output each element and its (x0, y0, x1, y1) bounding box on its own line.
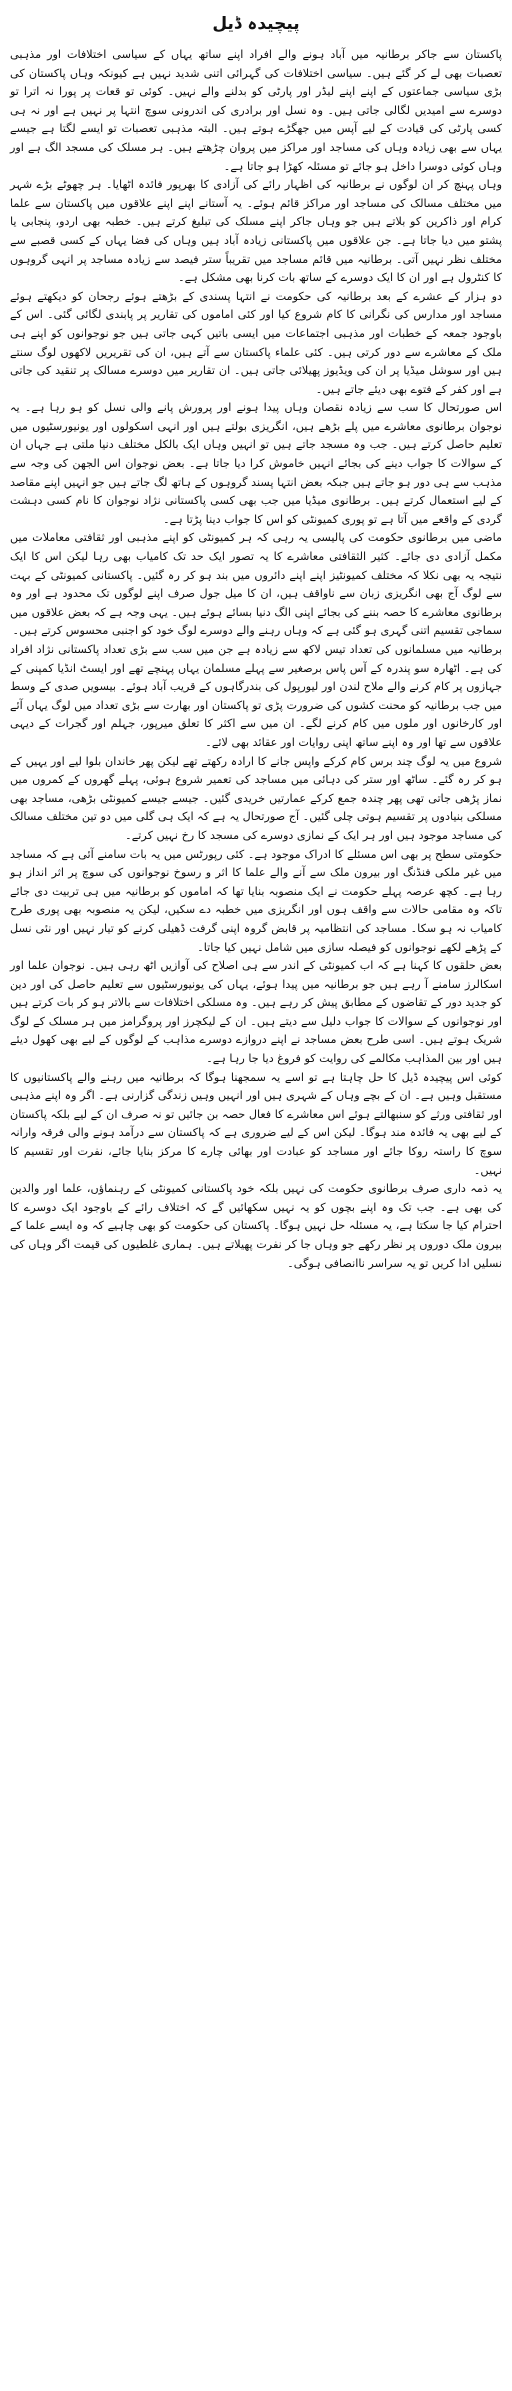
article-paragraph: یہ ذمہ داری صرف برطانوی حکومت کی نہیں بلکہ خود پاکستانی کمیونٹی کے رہنماؤں، علما اور والدین کی بھی ہے۔ جب تک وہ اپنے بچوں کو یہ نہیں سکھائیں گے کہ اختلاف رائے کے باوجود ایک دوسرے کا احترام کیا جا سکتا ہے، یہ مسئلہ حل نہیں ہوگا۔ پاکستان کی حکومت کو بھی چاہیے کہ وہ ایسے علما کے بیرون ملک دوروں پر نظر رکھے جو وہاں جا کر نفرت پھیلاتے ہیں۔ ہماری غلطیوں کی قیمت اگر وہاں کی نسلیں ادا کریں تو یہ سراسر ناانصافی ہوگی۔ (10, 1182, 502, 1270)
article-paragraph: حکومتی سطح پر بھی اس مسئلے کا ادراک موجود ہے۔ کئی رپورٹس میں یہ بات سامنے آئی ہے کہ مساجد میں غیر ملکی فنڈنگ اور بیرون ملک سے آنے والے علما کا اثر و رسوخ نوجوانوں کی سوچ پر اثر انداز ہو رہا ہے۔ کچھ عرصہ پہلے حکومت نے ایک منصوبہ بنایا تھا کہ اماموں کو برطانیہ میں ہی تربیت دی جائے تاکہ وہ مقامی حالات سے واقف ہوں اور انگریزی میں خطبہ دے سکیں، لیکن یہ منصوبہ بھی پوری طرح کامیاب نہ ہو سکا۔ مساجد کی انتظامیہ پر قابض گروہ اپنی گرفت ڈھیلی کرنے کو تیار نہیں اور نئی نسل کے پڑھے لکھے نوجوانوں کو فیصلہ سازی میں شامل نہیں کیا جاتا۔ (10, 847, 502, 954)
article-paragraph: وہاں پہنچ کر ان لوگوں نے برطانیہ کی اظہار رائے کی آزادی کا بھرپور فائدہ اٹھایا۔ ہر چھوٹے بڑے شہر میں مختلف مسالک کی مساجد اور مراکز قائم ہوئے۔ یہ آستانے اپنے اپنے علاقوں میں پاکستان سے علما کرام اور ذاکرین کو بلاتے ہیں جو وہاں جاکر اپنے مسلک کی تبلیغ کرتے ہیں۔ خطبہ بھی اردو، پنجابی یا پشتو میں دیا جاتا ہے۔ جن علاقوں میں پاکستانی زیادہ آباد ہیں وہاں کی فضا یہاں کے کسی قصبے سے مختلف نظر نہیں آتی۔ برطانیہ میں قائم مساجد میں تقریباً ستر فیصد سے زیادہ مساجد پر انہی گروہوں کا کنٹرول ہے اور ان کا ایک دوسرے کے ساتھ بات کرنا بھی مشکل ہے۔ (10, 178, 502, 285)
article-paragraph: کوئی اس پیچیدہ ڈیل کا حل چاہتا ہے تو اسے یہ سمجھنا ہوگا کہ برطانیہ میں رہنے والے پاکستانیوں کا مستقبل وہیں ہے۔ ان کے بچے وہاں کے شہری ہیں اور انہیں وہیں زندگی گزارنی ہے۔ اگر وہ اپنے مذہبی اور ثقافتی ورثے کو سنبھالتے ہوئے اس معاشرے کا فعال حصہ بن جائیں تو نہ صرف ان کے لیے بلکہ پاکستان کے لیے بھی یہ فائدہ مند ہوگا۔ لیکن اس کے لیے ضروری ہے کہ پاکستان سے درآمد ہونے والی فرقہ وارانہ سوچ کا راستہ روکا جائے اور مساجد کو عبادت اور بھائی چارے کا مرکز بنایا جائے، نفرت اور تقسیم کا نہیں۔ (10, 1070, 502, 1177)
article-body (10, 46, 502, 1273)
article-paragraph: شروع میں یہ لوگ چند برس کام کرکے واپس جانے کا ارادہ رکھتے تھے لیکن پھر خاندان بلوا لیے اور یہیں کے ہو کر رہ گئے۔ ساٹھ اور ستر کی دہائی میں مساجد کی تعمیر شروع ہوئی، پہلے گھروں کے کمروں میں نماز پڑھی جاتی تھی پھر چندہ جمع کرکے عمارتیں خریدی گئیں۔ جیسے جیسے کمیونٹی بڑھی، مساجد بھی مسلکی بنیادوں پر تقسیم ہوتی چلی گئیں۔ آج صورتحال یہ ہے کہ ایک ہی گلی میں دو تین مختلف مسالک کی مساجد موجود ہیں اور ہر ایک کے نمازی دوسرے کی مسجد کا رخ نہیں کرتے۔ (10, 754, 502, 842)
article-paragraph: برطانیہ میں مسلمانوں کی تعداد تیس لاکھ سے زیادہ ہے جن میں سب سے بڑی تعداد پاکستانی نژاد افراد کی ہے۔ اٹھارہ سو پندرہ کے آس پاس برصغیر سے پہلے مسلمان یہاں پہنچے تھے اور ایسٹ انڈیا کمپنی کے جہازوں پر کام کرنے والے ملاح لندن اور لیورپول کی بندرگاہوں کے قریب آباد ہوئے۔ بیسویں صدی کے وسط میں جب برطانیہ کو محنت کشوں کی ضرورت پڑی تو پاکستان اور بھارت سے بڑی تعداد میں لوگ یہاں آئے اور کارخانوں اور ملوں میں کام کرنے لگے۔ ان میں سے اکثر کا تعلق میرپور، جہلم اور گجرات کے دیہی علاقوں سے تھا اور وہ اپنے ساتھ اپنی روایات اور عقائد بھی لائے۔ (10, 643, 502, 749)
article-paragraph: بعض حلقوں کا کہنا ہے کہ اب کمیونٹی کے اندر سے ہی اصلاح کی آوازیں اٹھ رہی ہیں۔ نوجوان علما اور اسکالرز سامنے آ رہے ہیں جو برطانیہ میں پیدا ہوئے، یہاں کی یونیورسٹیوں سے تعلیم حاصل کی اور دین کو جدید دور کے تقاضوں کے مطابق پیش کر رہے ہیں۔ وہ مسلکی اختلافات سے بالاتر ہو کر بات کرتے ہیں اور نوجوانوں کے سوالات کا جواب دلیل سے دیتے ہیں۔ ان کے لیکچرز اور پروگرامز میں ہر مسلک کے لوگ شریک ہوتے ہیں۔ اسی طرح بعض مساجد نے اپنے دروازے دوسرے مذاہب کے لوگوں کے لیے بھی کھول دیئے ہیں اور بین المذاہب مکالمے کی روایت کو فروغ دیا جا رہا ہے۔ (10, 959, 502, 1066)
article-paragraph: پاکستان سے جاکر برطانیہ میں آباد ہونے والے افراد اپنے ساتھ یہاں کے سیاسی اختلافات اور مذہبی تعصبات بھی لے کر گئے ہیں۔ سیاسی اختلافات کی گہرائی اتنی شدید نہیں ہے کیونکہ وہاں پاکستان کی بڑی سیاسی جماعتوں کے اپنے اپنے لیڈر اور پارٹی کو بدلنے والے نہیں۔ کوئی تو قعات پر پورا نہ اترا تو دوسرے سے امیدیں لگالی جاتی ہیں۔ وہ نسل اور برادری کی اندرونی سوچ انتہا پر نہیں ہے اور نہ ہی کسی پارٹی کی قیادت کے لیے آپس میں جھگڑے ہوتے ہیں۔ البتہ مذہبی تعصبات تو ایسے لگتا ہے جیسے یہاں سے بھی زیادہ وہاں کی مساجد اور مراکز میں پروان چڑھتے ہیں۔ ہر مسلک کی مسجد الگ ہے اور وہاں کوئی دوسرا داخل ہو جائے تو مسئلہ کھڑا ہو جاتا ہے۔ (10, 48, 502, 173)
article-title: پیچیدہ ڈیل (212, 14, 300, 34)
article-paragraph: اس صورتحال کا سب سے زیادہ نقصان وہاں پیدا ہونے اور پرورش پانے والی نسل کو ہو رہا ہے۔ یہ نوجوان برطانوی معاشرے میں پلے بڑھے ہیں، انگریزی بولتے ہیں اور انہی اسکولوں اور یونیورسٹیوں میں تعلیم حاصل کرتے ہیں۔ جب وہ مسجد جاتے ہیں تو انہیں وہاں ایک بالکل مختلف دنیا ملتی ہے جہاں ان کے سوالات کا جواب دینے کی بجائے انہیں خاموش کرا دیا جاتا ہے۔ بعض نوجوان اس الجھن کی وجہ سے مذہب سے ہی دور ہو جاتے ہیں جبکہ بعض انتہا پسند گروہوں کے ہاتھ لگ جاتے ہیں جو انہیں اپنے مقاصد کے لیے استعمال کرتے ہیں۔ برطانوی میڈیا میں جب بھی کسی پاکستانی نژاد نوجوان کا نام کسی دہشت گردی کے واقعے میں آتا ہے تو پوری کمیونٹی کو اس کا جواب دینا پڑتا ہے۔ (10, 401, 502, 526)
article-paragraph: ماضی میں برطانوی حکومت کی پالیسی یہ رہی کہ ہر کمیونٹی کو اپنے مذہبی اور ثقافتی معاملات میں مکمل آزادی دی جائے۔ کثیر الثقافتی معاشرے کا یہ تصور ایک حد تک کامیاب بھی رہا لیکن اس کا ایک نتیجہ یہ بھی نکلا کہ مختلف کمیونٹیز اپنے اپنے دائروں میں بند ہو کر رہ گئیں۔ پاکستانی کمیونٹی کے بہت سے لوگ آج بھی انگریزی زبان سے ناواقف ہیں، ان کا میل جول صرف اپنے لوگوں تک محدود ہے اور وہ برطانوی معاشرے کا حصہ بننے کی بجائے اپنی الگ دنیا بسائے ہوئے ہیں۔ یہی وجہ ہے کہ بعض علاقوں میں سماجی تقسیم اتنی گہری ہو گئی ہے کہ وہاں رہنے والے دوسرے لوگ خود کو اجنبی محسوس کرتے ہیں۔ (10, 531, 502, 638)
article-paragraph: دو ہزار کے عشرے کے بعد برطانیہ کی حکومت نے انتہا پسندی کے بڑھتے ہوئے رجحان کو دیکھتے ہوئے مساجد اور مدارس کی نگرانی کا کام شروع کیا اور کئی اماموں کی تقاریر پر پابندی لگائی گئی۔ اس کے باوجود جمعہ کے خطبات اور مذہبی اجتماعات میں ایسی باتیں کہی جاتی ہیں جو نوجوانوں کو اپنے ہی ملک کے معاشرے سے دور کرتی ہیں۔ کئی علماء پاکستان سے آتے ہیں، ان کی تقریریں لاکھوں لوگ سنتے ہیں اور سوشل میڈیا پر ان کی ویڈیوز پھیلائی جاتی ہیں۔ ان تقاریر میں دوسرے مسالک پر تنقید کی جاتی ہے اور کفر کے فتوے بھی دیئے جاتے ہیں۔ (10, 289, 502, 396)
